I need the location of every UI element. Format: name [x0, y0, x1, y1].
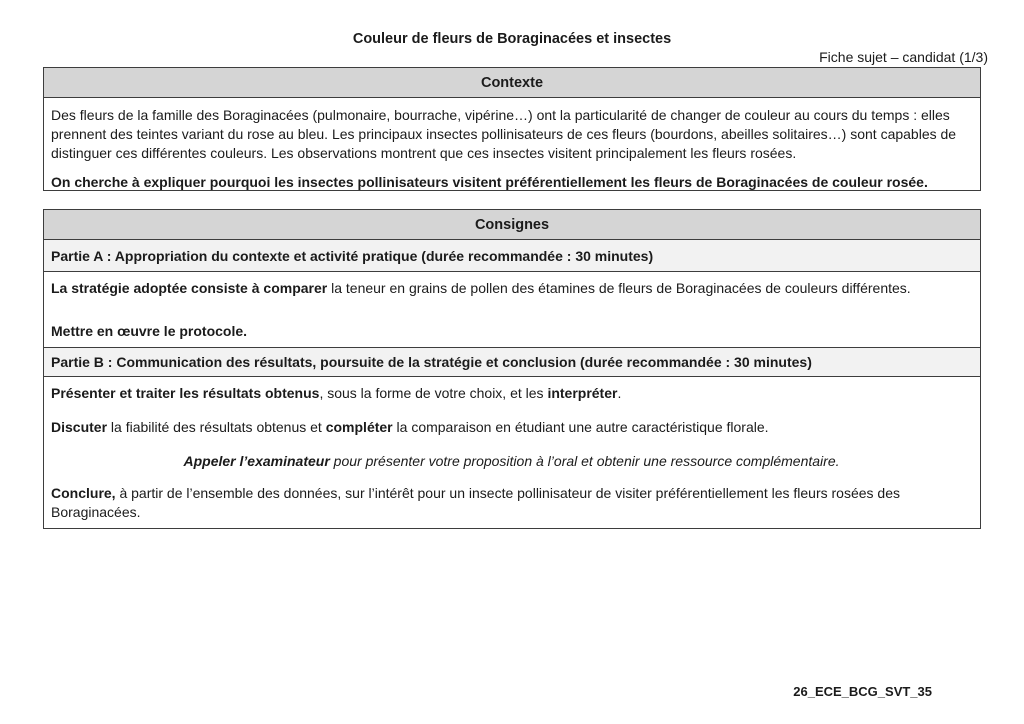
- consignes-header: Consignes: [44, 210, 980, 240]
- presenter-end-text: .: [617, 385, 622, 401]
- appeler-examinateur-paragraph: [51, 452, 972, 471]
- document-reference: 26_ECE_BCG_SVT_35: [793, 684, 932, 699]
- completer-bold-text: compléter: [325, 419, 393, 435]
- contexte-paragraph: Des fleurs de la famille des Boraginacées (pulmonaire, bourrache, vipérine…) ont la particularité de changer de couleur au cours du temps : elles prennent des teintes variant du rose au bleu. Les principaux insectes pollinisateurs de ces fleurs (bourdons, abeilles solitaires…) sont capables de distinguer ces différentes couleurs. Les observations montrent que ces insectes visitent principalement les fleurs rosées.: [51, 107, 957, 161]
- strategy-paragraph: [51, 279, 972, 298]
- conclure-rest-text: à partir de l’ensemble des données, sur l’intérêt pour un insecte pollinisateur de visiter préférentiellement les fleurs rosées des Boraginacées.: [51, 485, 900, 520]
- discuter-paragraph: [51, 418, 972, 437]
- partie-b-title: Partie B : Communication des résultats, poursuite de la stratégie et conclusion (durée recommandée : 30 minutes): [44, 347, 980, 377]
- discuter-bold-text: Discuter: [51, 419, 108, 435]
- interpreter-bold-text: interpréter: [547, 385, 618, 401]
- appeler-bold-text: Appeler l’examinateur: [183, 453, 330, 469]
- partie-a-title: Partie A : Appropriation du contexte et activité pratique (durée recommandée : 30 minutes): [44, 240, 980, 272]
- strategy-bold-text: La stratégie adoptée consiste à comparer: [51, 280, 328, 296]
- contexte-body: [44, 98, 980, 190]
- contexte-problem-statement: On cherche à expliquer pourquoi les insectes pollinisateurs visitent préférentiellement les fleurs de Boraginacées de couleur rosée.: [51, 174, 928, 190]
- discuter-mid-text: la fiabilité des résultats obtenus et: [107, 419, 326, 435]
- presenter-bold-text: Présenter et traiter les résultats obtenus: [51, 385, 320, 401]
- strategy-rest-text: la teneur en grains de pollen des étamines de fleurs de Boraginacées de couleurs différentes.: [327, 280, 911, 296]
- partie-b-content: [44, 377, 980, 528]
- protocole-instruction: Mettre en œuvre le protocole.: [51, 323, 248, 339]
- conclure-bold-text: Conclure,: [51, 485, 116, 501]
- sheet-label: Fiche sujet – candidat (1/3): [819, 49, 988, 65]
- contexte-header: Contexte: [44, 68, 980, 98]
- partie-a-content: [44, 272, 980, 347]
- presenter-mid-text: , sous la forme de votre choix, et les: [319, 385, 548, 401]
- discuter-end-text: la comparaison en étudiant une autre caractéristique florale.: [392, 419, 769, 435]
- consignes-section: [43, 209, 981, 529]
- document-title: Couleur de fleurs de Boraginacées et insectes: [352, 31, 672, 47]
- appeler-rest-text: pour présenter votre proposition à l’oral et obtenir une ressource complémentaire.: [329, 453, 840, 469]
- presenter-paragraph: [51, 384, 972, 403]
- conclure-paragraph: [51, 484, 972, 522]
- contexte-section: [43, 67, 981, 191]
